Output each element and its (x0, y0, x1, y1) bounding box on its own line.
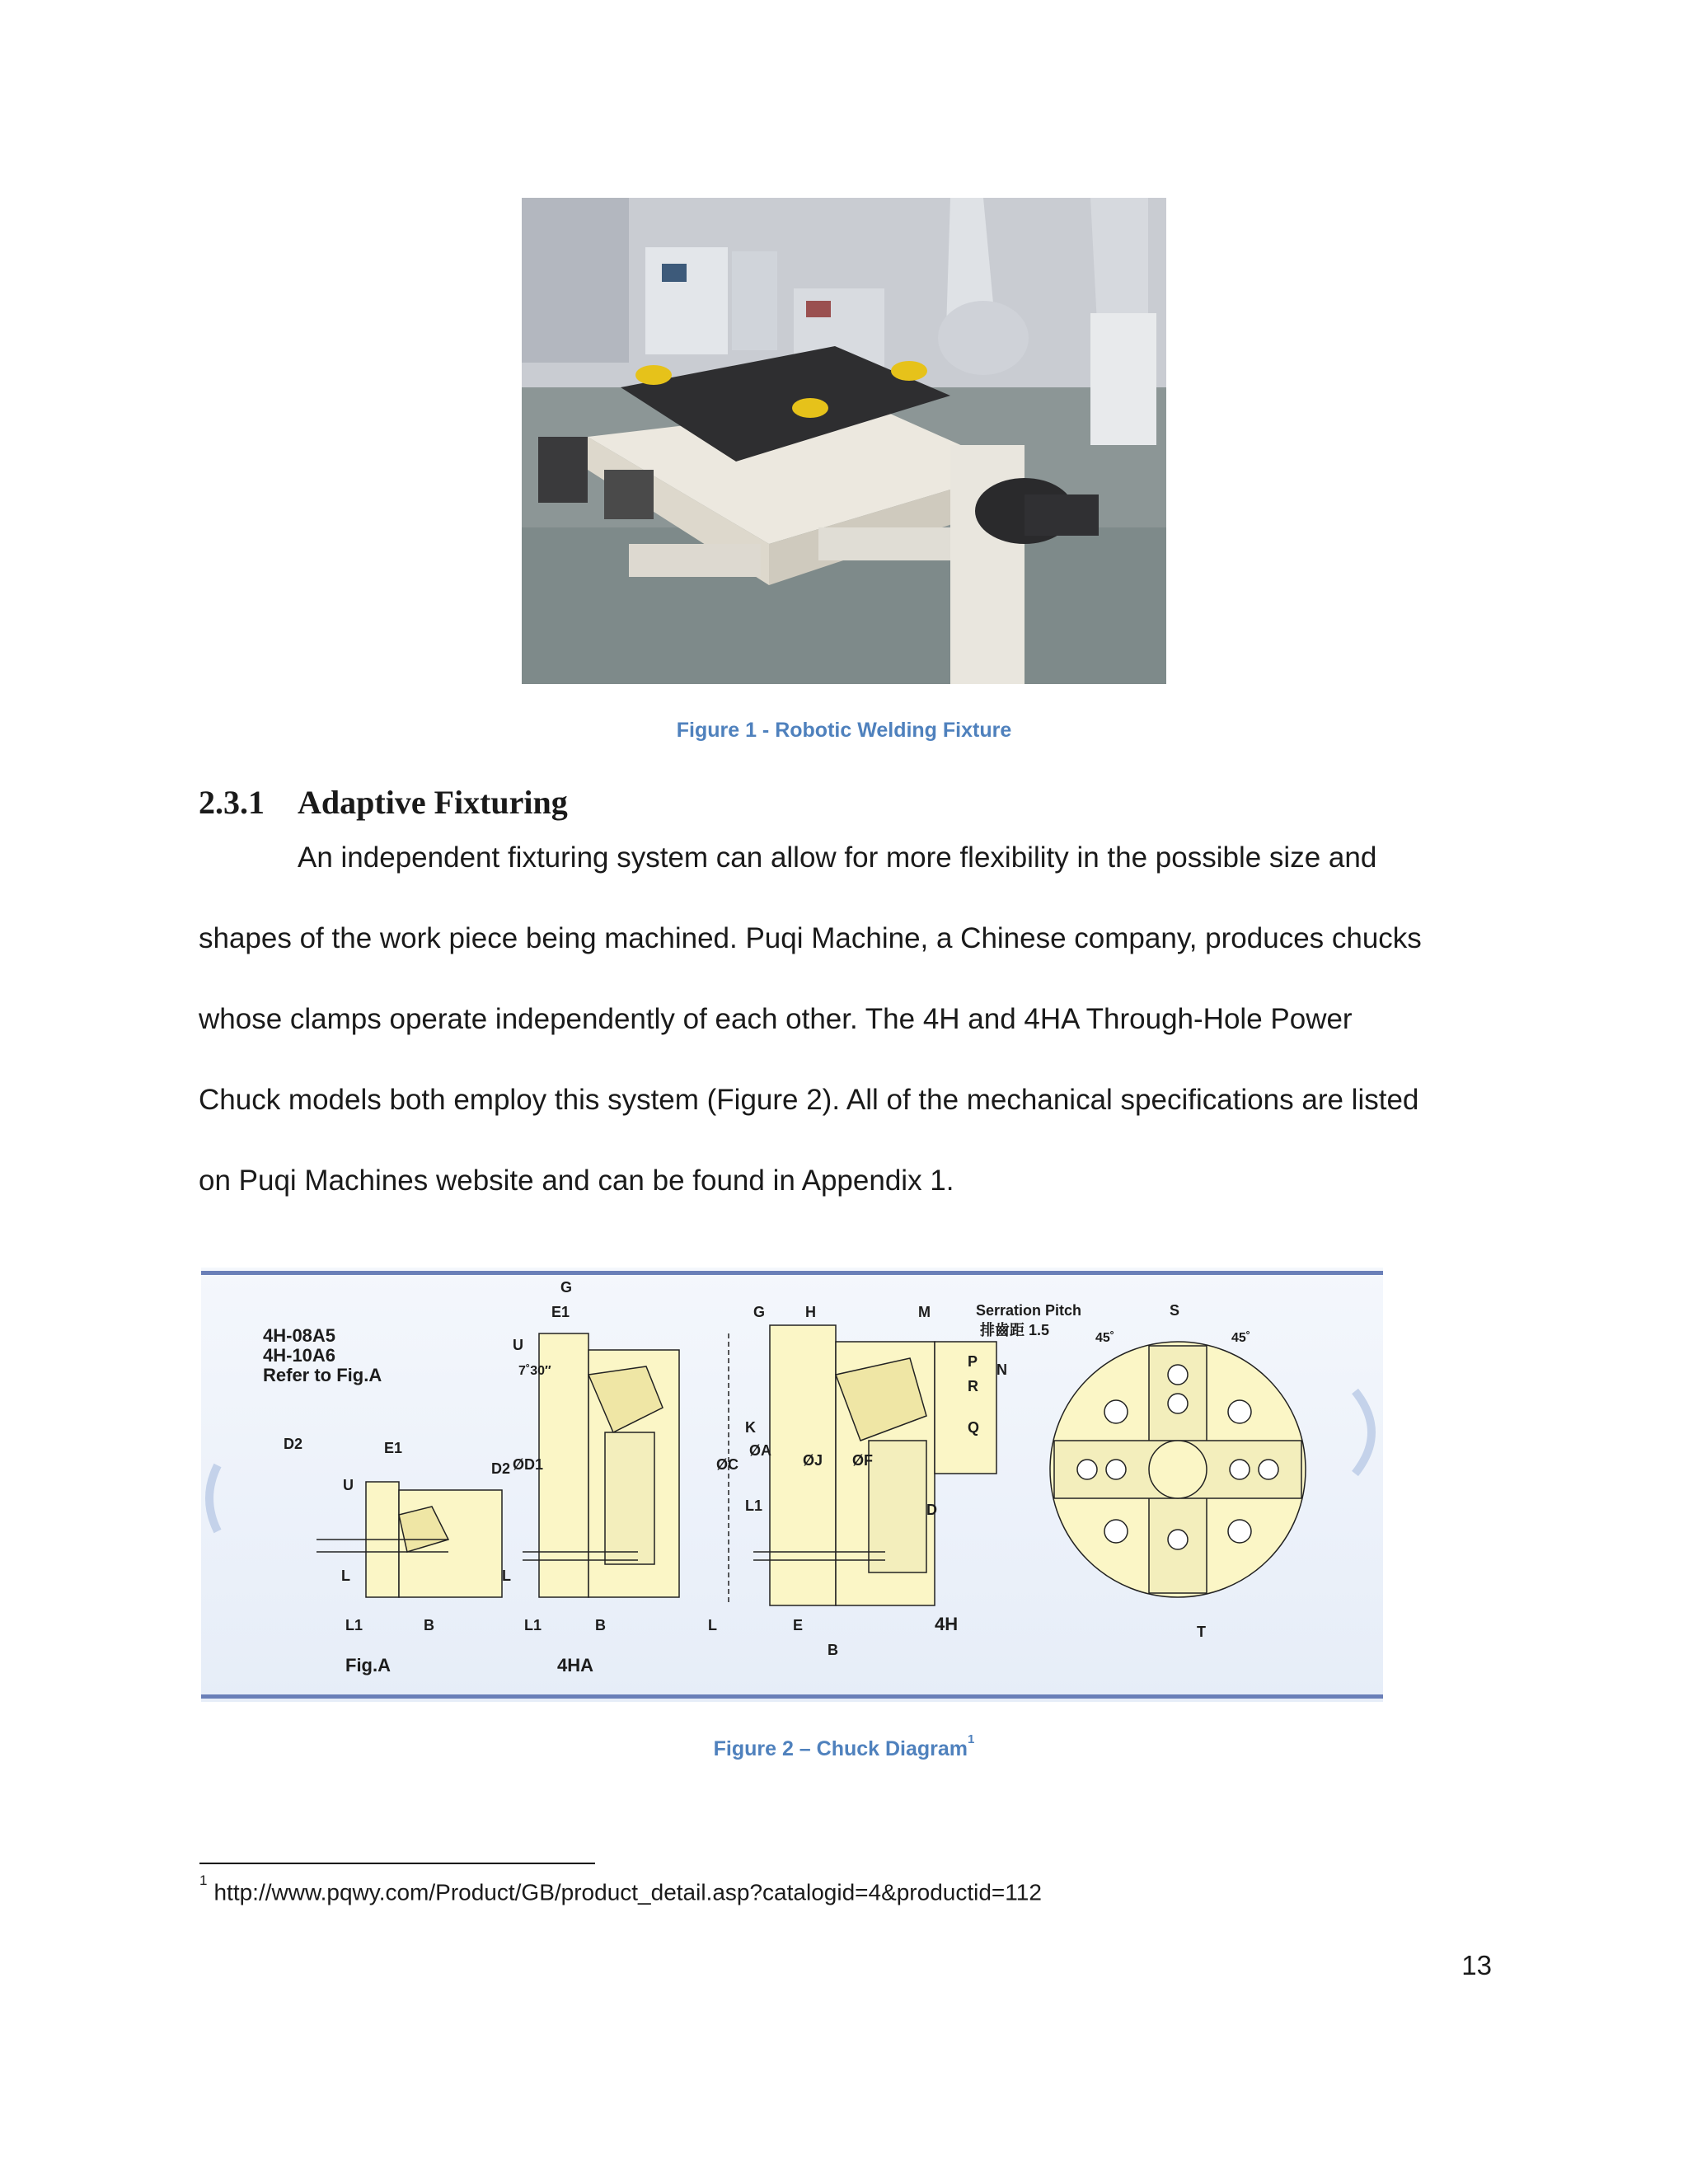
serration-value: 排齒距 1.5 (980, 1322, 1050, 1338)
footnote-separator (199, 1863, 595, 1864)
section-heading (199, 783, 568, 822)
dim-n: N (996, 1361, 1007, 1378)
body-line-1: An independent fixturing system can allow for more flexibility in the possible size and (298, 841, 1377, 874)
dim-l-figa: L (341, 1568, 350, 1584)
figure-2-caption (0, 1732, 1688, 1761)
chuck-diagram-svg (201, 1268, 1383, 1702)
dim-a: ØA (749, 1442, 771, 1459)
angle-left: 45˚ (1095, 1331, 1115, 1345)
dim-m: M (918, 1304, 931, 1320)
diagram-top-border (201, 1271, 1383, 1275)
fig-a-label: Fig.A (345, 1655, 391, 1675)
model-label-3: Refer to Fig.A (263, 1365, 382, 1385)
footnote (199, 1872, 1042, 1905)
dim-l-4ha: L (502, 1568, 511, 1584)
dim-b-figa: B (424, 1617, 434, 1633)
angle-right: 45˚ (1231, 1331, 1251, 1345)
4h-label: 4H (935, 1614, 959, 1634)
body-line-4: Chuck models both employ this system (Figure 2). All of the mechanical specifications are listed (199, 1084, 1419, 1116)
dim-e1-figa: E1 (384, 1440, 403, 1456)
dim-l1-4ha: L1 (524, 1617, 542, 1633)
dim-d1: ØD1 (513, 1456, 544, 1473)
figure-1-caption: Figure 1 - Robotic Welding Fixture (676, 719, 1012, 742)
dim-s: S (1170, 1302, 1180, 1319)
dim-k: K (745, 1419, 756, 1436)
dim-b-4h: B (828, 1642, 838, 1658)
dim-u-4ha: U (513, 1337, 523, 1353)
dim-q: Q (968, 1419, 980, 1436)
dim-e: E (793, 1617, 804, 1633)
dim-l1-figa: L1 (345, 1617, 363, 1633)
dim-g-4ha: G (560, 1279, 573, 1296)
dim-e1-4ha: E1 (551, 1304, 570, 1320)
diagram-bottom-border (201, 1694, 1383, 1699)
dim-j: ØJ (803, 1452, 823, 1469)
dim-r: R (968, 1378, 978, 1394)
dim-g-4h: G (753, 1304, 766, 1320)
model-label-1: 4H-08A5 (263, 1325, 336, 1346)
dim-u-figa: U (343, 1477, 354, 1493)
dim-f: ØF (852, 1452, 873, 1469)
section-number: 2.3.1 (199, 784, 265, 821)
chuck-diagram (201, 1268, 1383, 1702)
figure-2-caption-text: Figure 2 – Chuck Diagram (713, 1737, 968, 1760)
robotic-welding-fixture-photo (522, 198, 1166, 684)
dim-d: D (926, 1502, 937, 1518)
dim-c: ØC (716, 1456, 738, 1473)
body-line-3: whose clamps operate independently of each other. The 4H and 4HA Through-Hole Power (199, 1003, 1353, 1035)
photo-illustration (522, 198, 1166, 684)
dim-t: T (1197, 1624, 1206, 1640)
dim-p: P (968, 1353, 978, 1370)
dim-l-4h: L (708, 1617, 717, 1633)
figure-2-caption-footnote-mark: 1 (968, 1732, 975, 1746)
body-line-2: shapes of the work piece being machined. Puqi Machine, a Chinese company, produces chucks (199, 922, 1422, 954)
body-line-5: on Puqi Machines website and can be found in Appendix 1. (199, 1165, 954, 1197)
dim-b-4ha: B (595, 1617, 606, 1633)
dim-d2-4ha: D2 (491, 1460, 511, 1477)
4ha-label: 4HA (557, 1655, 594, 1675)
page-number: 13 (1461, 1950, 1492, 1980)
chuck-front-view (1050, 1342, 1306, 1597)
section-title: Adaptive Fixturing (298, 784, 568, 821)
footnote-url[interactable]: http://www.pqwy.com/Product/GB/product_detail.asp?catalogid=4&productid=112 (213, 1879, 1042, 1905)
footnote-mark: 1 (199, 1872, 208, 1888)
dim-l1-4h: L1 (745, 1497, 763, 1514)
angle-7-30: 7˚30″ (518, 1364, 551, 1378)
serration-title: Serration Pitch (976, 1302, 1082, 1319)
dim-h: H (805, 1304, 816, 1320)
dim-d2-figa: D2 (284, 1436, 303, 1452)
model-label-2: 4H-10A6 (263, 1345, 336, 1366)
